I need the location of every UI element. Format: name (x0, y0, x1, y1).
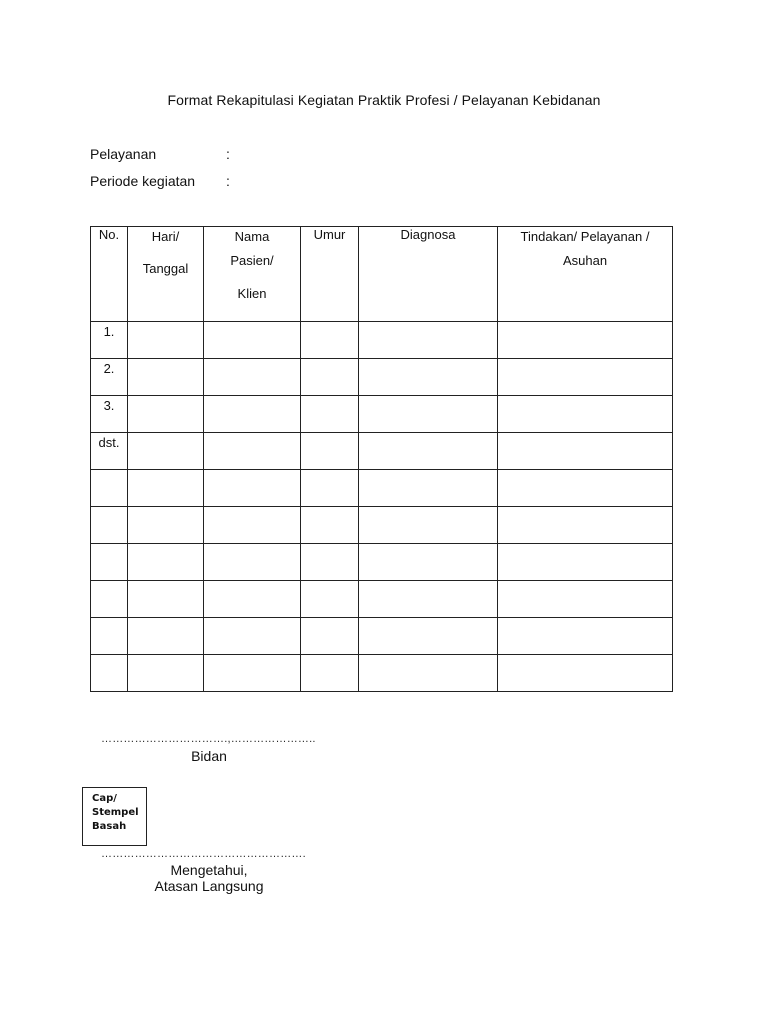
cell-age (301, 359, 359, 396)
midwife-label: Bidan (191, 748, 227, 764)
cell-action (498, 618, 673, 655)
stamp-text-line3: Basah (92, 821, 127, 832)
header-patient-name (204, 227, 301, 322)
midwife-signature-line: …………………………….,………………….. (101, 733, 316, 745)
service-label: Pelayanan (90, 146, 157, 162)
cell-age (301, 655, 359, 692)
period-field (90, 173, 230, 189)
header-no: No. (91, 227, 128, 322)
cell-age (301, 618, 359, 655)
acknowledged-label: Mengetahui, (170, 862, 248, 878)
cell-no: 3. (91, 396, 128, 433)
table-row (91, 581, 673, 618)
cell-date (128, 655, 204, 692)
service-colon: : (226, 146, 230, 162)
supervisor-signature-line: ………………………………………………. (101, 848, 306, 860)
cell-action (498, 359, 673, 396)
cell-patient-name (204, 618, 301, 655)
period-colon: : (226, 173, 230, 189)
cell-date (128, 544, 204, 581)
header-name-line1: Nama (234, 229, 270, 244)
cell-patient-name (204, 433, 301, 470)
cell-no (91, 544, 128, 581)
cell-action (498, 581, 673, 618)
cell-diagnosis (359, 470, 498, 507)
cell-age (301, 433, 359, 470)
cell-no (91, 581, 128, 618)
cell-no: 1. (91, 322, 128, 359)
cell-action (498, 507, 673, 544)
cell-no: 2. (91, 359, 128, 396)
table-row (91, 359, 673, 396)
cell-date (128, 322, 204, 359)
table-row (91, 507, 673, 544)
cell-action (498, 433, 673, 470)
cell-diagnosis (359, 581, 498, 618)
cell-date (128, 470, 204, 507)
header-action (498, 227, 673, 322)
cell-date (128, 581, 204, 618)
cell-date (128, 433, 204, 470)
cell-patient-name (204, 396, 301, 433)
header-date-line1: Hari/ (151, 229, 180, 244)
cell-action (498, 322, 673, 359)
period-label: Periode kegiatan (90, 173, 196, 189)
cell-age (301, 322, 359, 359)
cell-diagnosis (359, 322, 498, 359)
cell-no (91, 618, 128, 655)
cell-patient-name (204, 322, 301, 359)
cell-action (498, 470, 673, 507)
cell-patient-name (204, 544, 301, 581)
table-header-row (91, 227, 673, 322)
cell-action (498, 396, 673, 433)
cell-no (91, 655, 128, 692)
table-row (91, 544, 673, 581)
cell-diagnosis (359, 433, 498, 470)
cell-age (301, 544, 359, 581)
table-row (91, 470, 673, 507)
cell-age (301, 507, 359, 544)
table-row (91, 655, 673, 692)
stamp-box (82, 787, 147, 846)
cell-age (301, 396, 359, 433)
header-name-line2: Pasien/ (230, 253, 274, 269)
table-row (91, 396, 673, 433)
cell-patient-name (204, 507, 301, 544)
header-action-line1: Tindakan/ Pelayanan / (520, 229, 650, 244)
cell-diagnosis (359, 396, 498, 433)
header-diagnosis: Diagnosa (359, 227, 498, 322)
stamp-text-line1: Cap/ (92, 793, 117, 804)
table-row (91, 618, 673, 655)
cell-patient-name (204, 655, 301, 692)
header-date (128, 227, 204, 322)
header-age: Umur (301, 227, 359, 322)
cell-patient-name (204, 359, 301, 396)
cell-date (128, 618, 204, 655)
recap-table (90, 226, 673, 692)
cell-action (498, 544, 673, 581)
table-body (91, 322, 673, 692)
supervisor-label: Atasan Langsung (154, 878, 264, 894)
table-row (91, 433, 673, 470)
service-field (90, 146, 230, 162)
cell-date (128, 359, 204, 396)
header-name-line3: Klien (237, 285, 267, 301)
cell-diagnosis (359, 507, 498, 544)
cell-no: dst. (91, 433, 128, 470)
cell-patient-name (204, 470, 301, 507)
cell-date (128, 507, 204, 544)
cell-diagnosis (359, 359, 498, 396)
cell-diagnosis (359, 618, 498, 655)
table-row (91, 322, 673, 359)
cell-date (128, 396, 204, 433)
cell-diagnosis (359, 655, 498, 692)
stamp-text-line2: Stempel (92, 807, 139, 818)
header-action-line2: Asuhan (562, 253, 608, 269)
page-title: Format Rekapitulasi Kegiatan Praktik Profesi / Pelayanan Kebidanan (167, 92, 601, 108)
cell-diagnosis (359, 544, 498, 581)
cell-age (301, 581, 359, 618)
cell-no (91, 470, 128, 507)
header-date-line2: Tanggal (142, 261, 189, 277)
cell-action (498, 655, 673, 692)
cell-no (91, 507, 128, 544)
cell-age (301, 470, 359, 507)
cell-patient-name (204, 581, 301, 618)
